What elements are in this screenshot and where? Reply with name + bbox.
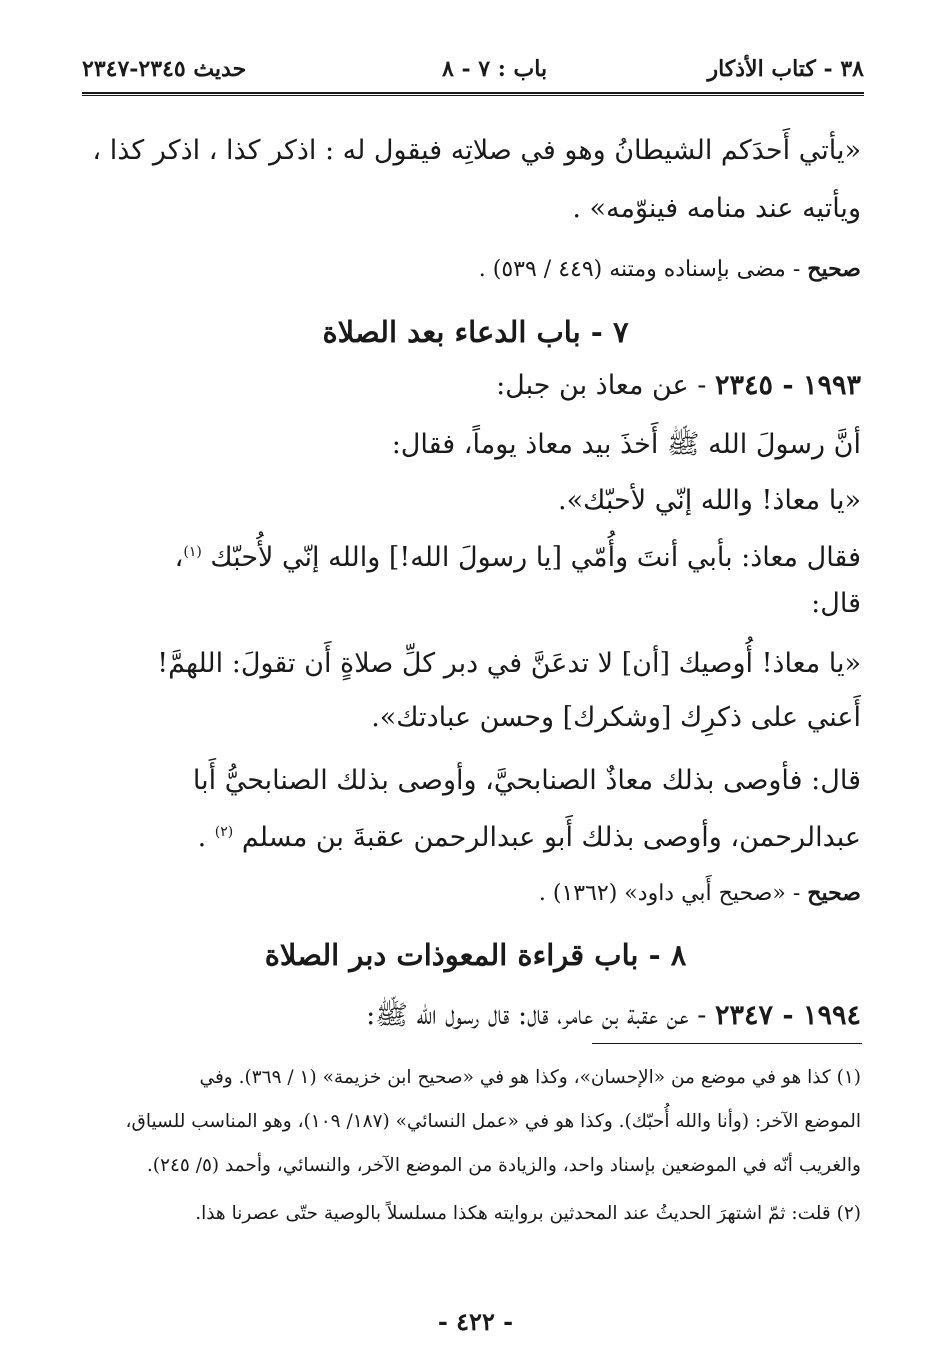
header-rule xyxy=(82,92,864,96)
footnote-line: والغريب أنّه في الموضعين بإسناد واحد، والزيادة من الموضع الآخر، والنسائي، وأحمد (٥/ ٢٤٥). xyxy=(146,1155,861,1176)
header-hadith-range: حديث ٢٣٤٥-٢٣٤٧ xyxy=(82,56,247,82)
chapter-heading-7: ٧ - باب الدعاء بعد الصلاة xyxy=(322,315,629,349)
footnote-line: (٢) قلت: ثمّ اشتهرَ الحديثُ عند المحدثين بروايته هكذا مسلسلاً بالوصية حتّى عصرنا هذا. xyxy=(195,1203,861,1224)
grade-ref: - مضى بإسناده ومتنه (٤٤٩ / ٥٣٩) . xyxy=(478,257,808,282)
text-line: «يا معاذ! والله إنّي لأحبّك». xyxy=(558,485,861,516)
grading-line xyxy=(80,256,861,282)
hadith-intro xyxy=(80,998,861,1038)
text-line: أنَّ رسولَ الله ﷺ أَخذَ بيد معاذ يوماً، فقال: xyxy=(391,429,861,460)
grade-label: صحيح xyxy=(807,256,861,282)
text-line: «يا معاذ! أُوصيك [أن] لا تدعَنَّ في دبر كلِّ صلاةٍ أَن تقولَ: اللهمَّ! xyxy=(157,648,861,679)
text-line: عبدالرحمن، وأوصى بذلك أَبو عبدالرحمن عقبةَ بن مسلم $^{(٢)}$ . xyxy=(197,822,861,853)
running-header xyxy=(82,56,864,90)
hadith-intro xyxy=(80,370,861,401)
grade-ref: - «صحيح أَبي داود» (١٣٦٢) . xyxy=(538,881,808,906)
text-line: أَعني على ذكرِك [وشكرك] وحسن عبادتك». xyxy=(371,702,861,733)
text-line: ويأتيه عند منامه فينوّمه» . xyxy=(572,193,861,224)
page-number: - ٤٢٢ - xyxy=(437,1307,514,1336)
footnote-ref-1: (١) xyxy=(183,544,202,560)
text-line: «يأتي أَحدَكم الشيطانُ وهو في صلاتِه فيقول له : اذكر كذا ، اذكر كذا ، xyxy=(92,135,861,166)
text-line: فقال معاذ: بأبي أنتَ وأُمّي [يا رسولَ الله!] والله إنّي لأُحبّك $^{(١)}$، xyxy=(174,542,861,573)
header-book-title: ٣٨ - كتاب الأذكار xyxy=(707,56,864,82)
hadith-number: ١٩٩٤ - ٢٣٤٧ xyxy=(714,1000,861,1031)
grading-line xyxy=(80,880,861,906)
footnote-separator xyxy=(592,1043,862,1044)
grade-label: صحيح xyxy=(807,880,861,906)
footnote-line: الموضع الآخر: (وأنا والله أُحبّك). وكذا هو في «عمل النسائي» (١٨٧/ ١٠٩)، وهو المناسب للسياق، xyxy=(125,1111,861,1132)
footnote-ref-2: (٢) xyxy=(214,824,234,840)
hadith-narrator: - عن عقبة بن عامر، قال: قال رسول الله ﷺ: xyxy=(366,1000,715,1031)
footnote-line: (١) كذا هو في موضع من «الإحسان»، وكذا هو في «صحيح ابن خزيمة» (١ / ٣٦٩). وفي xyxy=(199,1067,861,1088)
header-chapter: باب : ٧ - ٨ xyxy=(442,56,548,82)
text-line: قال: xyxy=(811,588,861,619)
hadith-number: ١٩٩٣ - ٢٣٤٥ xyxy=(714,370,861,401)
chapter-heading-8: ٨ - باب قراءة المعوذات دبر الصلاة xyxy=(264,938,687,972)
text-line: قال: فأوصى بذلك معاذٌ الصنابحيَّ، وأوصى بذلك الصنابحيُّ أَبا xyxy=(192,765,861,796)
hadith-narrator: - عن معاذ بن جبل: xyxy=(496,370,715,401)
